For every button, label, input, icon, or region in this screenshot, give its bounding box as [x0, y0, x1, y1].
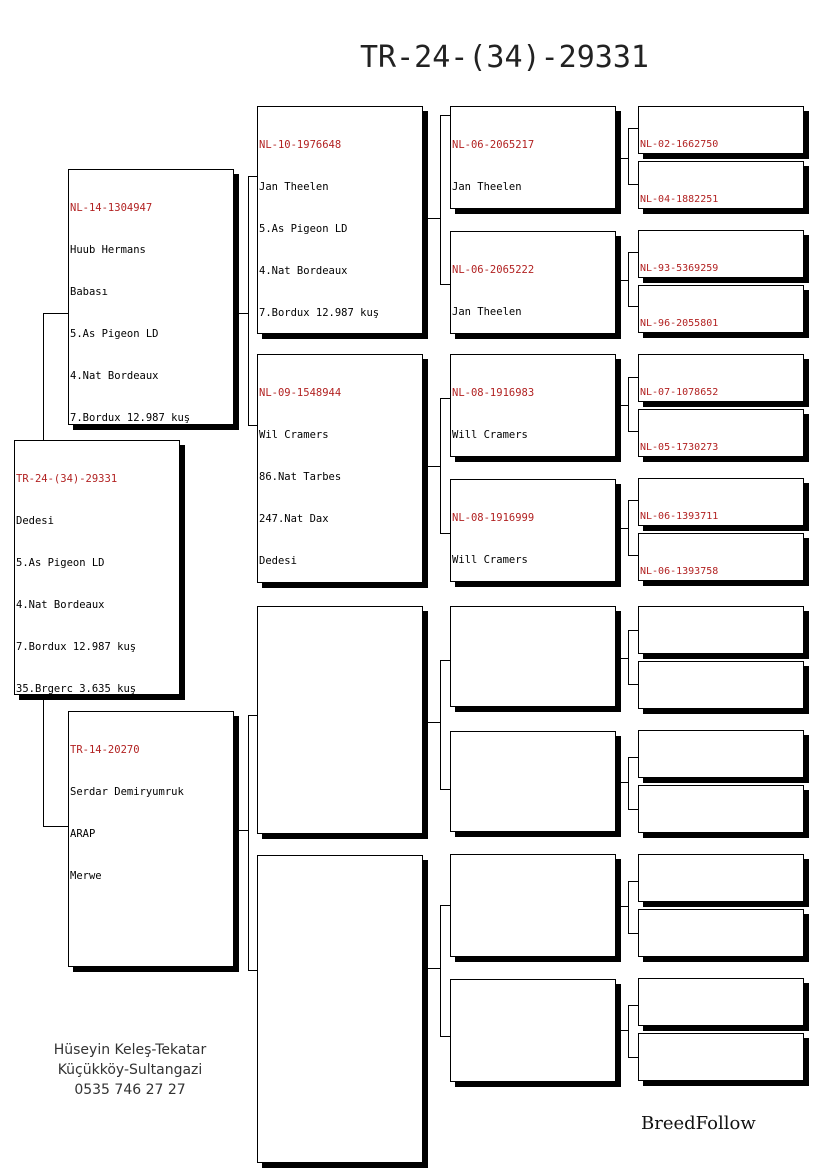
pigeon-card-empty[interactable] [450, 731, 616, 832]
pigeon-card-sdss[interactable] [638, 354, 804, 402]
ring-number: NL-10-1976648 [259, 139, 342, 151]
pigeon-card-empty[interactable] [257, 855, 423, 1163]
ring-number: NL-07-1078652 [640, 387, 719, 398]
ring-number: NL-14-1304947 [70, 202, 153, 214]
pigeon-card-ssds[interactable] [638, 230, 804, 278]
info-line: Wil Cramers [259, 429, 329, 441]
connector-sds [628, 377, 638, 432]
info-line: 4.Nat Bordeaux [16, 599, 105, 611]
info-line: ARAP [70, 828, 96, 840]
pigeon-card-sdds[interactable] [638, 478, 804, 526]
ring-number: NL-05-1730273 [640, 442, 719, 453]
info-line: 5.As Pigeon LD [259, 223, 348, 235]
connector-blank-d [440, 905, 450, 1037]
info-line: 7.Bordux 12.987 kuş [259, 307, 380, 319]
ring-number: NL-06-2065222 [452, 264, 535, 276]
pigeon-card-ss[interactable] [257, 106, 423, 334]
pigeon-card-sddd[interactable] [638, 533, 804, 581]
connector-blank-c-stub [617, 782, 628, 783]
info-line: 247.Nat Dax [259, 513, 329, 525]
breeder-name: Hüseyin Keleş-Tekatar [53, 1042, 207, 1058]
connector-sdd [628, 500, 638, 556]
pigeon-card-sssd[interactable] [638, 161, 804, 209]
ring-number: NL-96-2055801 [640, 318, 719, 329]
pigeon-card-ssss[interactable] [638, 106, 804, 154]
breeder-phone: 0535 746 27 27 [74, 1082, 186, 1098]
ring-number: NL-06-1393758 [640, 566, 719, 577]
ring-number: NL-06-2065217 [452, 139, 535, 151]
pigeon-card-sdd[interactable] [450, 479, 616, 582]
pigeon-card-empty[interactable] [638, 978, 804, 1026]
pigeon-card-sire[interactable] [68, 169, 234, 425]
info-line: Huub Hermans [70, 244, 146, 256]
pigeon-card-empty[interactable] [638, 661, 804, 709]
info-line: Will Cramers [452, 429, 528, 441]
info-line: Jan Theelen [259, 181, 329, 193]
info-line: 4.Nat Bordeaux [259, 265, 348, 277]
info-line: Serdar Demiryumruk [70, 786, 184, 798]
ring-number: NL-02-1662750 [640, 139, 719, 150]
info-line: Dedesi [259, 555, 297, 567]
connector-blank-d-stub [428, 968, 440, 969]
connector-sss [628, 128, 638, 185]
pigeon-card-empty[interactable] [638, 730, 804, 778]
pigeon-card-empty[interactable] [638, 909, 804, 957]
connector-blank-f-stub [617, 1030, 628, 1031]
ring-number: TR-14-20270 [70, 744, 140, 756]
pigeon-card-empty[interactable] [450, 979, 616, 1082]
pigeon-card-empty[interactable] [638, 1033, 804, 1081]
connector-ssd [628, 252, 638, 307]
pigeon-card-empty[interactable] [638, 785, 804, 833]
ring-number: TR-24-(34)-29331 [16, 473, 118, 485]
connector-blank-f [628, 1005, 638, 1058]
info-line: 5.As Pigeon LD [70, 328, 159, 340]
pigeon-card-empty[interactable] [257, 606, 423, 834]
brand-label: BreedFollow [641, 1113, 756, 1134]
connector-blank-e [628, 881, 638, 934]
pigeon-card-empty[interactable] [638, 854, 804, 902]
info-line: 7.Bordux 12.987 kuş [16, 641, 137, 653]
info-line: 4.Nat Bordeaux [70, 370, 159, 382]
info-line: 5.As Pigeon LD [16, 557, 105, 569]
ring-number: NL-06-1393711 [640, 511, 719, 522]
connector-sss-stub [617, 158, 628, 159]
pigeon-card-ssdd[interactable] [638, 285, 804, 333]
pigeon-card-empty[interactable] [450, 854, 616, 957]
connector-blank-a-stub [428, 722, 440, 723]
info-line: Dedesi [16, 515, 54, 527]
pigeon-card-empty[interactable] [450, 606, 616, 707]
pigeon-card-ssd[interactable] [450, 231, 616, 334]
breeder-info [30, 1040, 230, 1100]
info-line: Jan Theelen [452, 306, 522, 318]
connector-blank-b-stub [617, 658, 628, 659]
info-line: 7.Bordux 12.987 kuş [70, 412, 191, 424]
ring-number: NL-08-1916999 [452, 512, 535, 524]
connector-sd [440, 398, 450, 534]
ring-number: NL-93-5369259 [640, 263, 719, 274]
pigeon-card-sdsd[interactable] [638, 409, 804, 457]
connector-blank-e-stub [617, 906, 628, 907]
pigeon-card-empty[interactable] [638, 606, 804, 654]
ring-number: NL-09-1548944 [259, 387, 342, 399]
connector-blank-b [628, 630, 638, 685]
info-line: Babası [70, 286, 108, 298]
connector-sdd-stub [617, 528, 628, 529]
connector-sd-stub [428, 466, 440, 467]
connector-ss [440, 115, 450, 285]
breeder-location: Küçükköy-Sultangazi [57, 1062, 203, 1078]
info-line: Merwe [70, 870, 102, 882]
pigeon-card-subject[interactable] [14, 440, 180, 695]
pedigree-title: TR-24-(34)-29331 [360, 40, 649, 75]
connector-sire-stub [238, 313, 248, 314]
connector-ss-stub [428, 218, 440, 219]
ring-number: NL-04-1882251 [640, 194, 719, 205]
pigeon-card-dam[interactable] [68, 711, 234, 967]
pigeon-card-sds[interactable] [450, 354, 616, 457]
info-line: Will Cramers [452, 554, 528, 566]
connector-blank-a [440, 660, 450, 790]
info-line: Jan Theelen [452, 181, 522, 193]
connector-blank-c [628, 757, 638, 810]
pigeon-card-sd[interactable] [257, 354, 423, 583]
ring-number: NL-08-1916983 [452, 387, 535, 399]
connector-sds-stub [617, 405, 628, 406]
info-line: 86.Nat Tarbes [259, 471, 342, 483]
info-line: 35.Brgerc 3.635 kuş [16, 683, 137, 695]
connector-ssd-stub [617, 280, 628, 281]
connector-dam-stub [238, 830, 248, 831]
pigeon-card-sss[interactable] [450, 106, 616, 209]
